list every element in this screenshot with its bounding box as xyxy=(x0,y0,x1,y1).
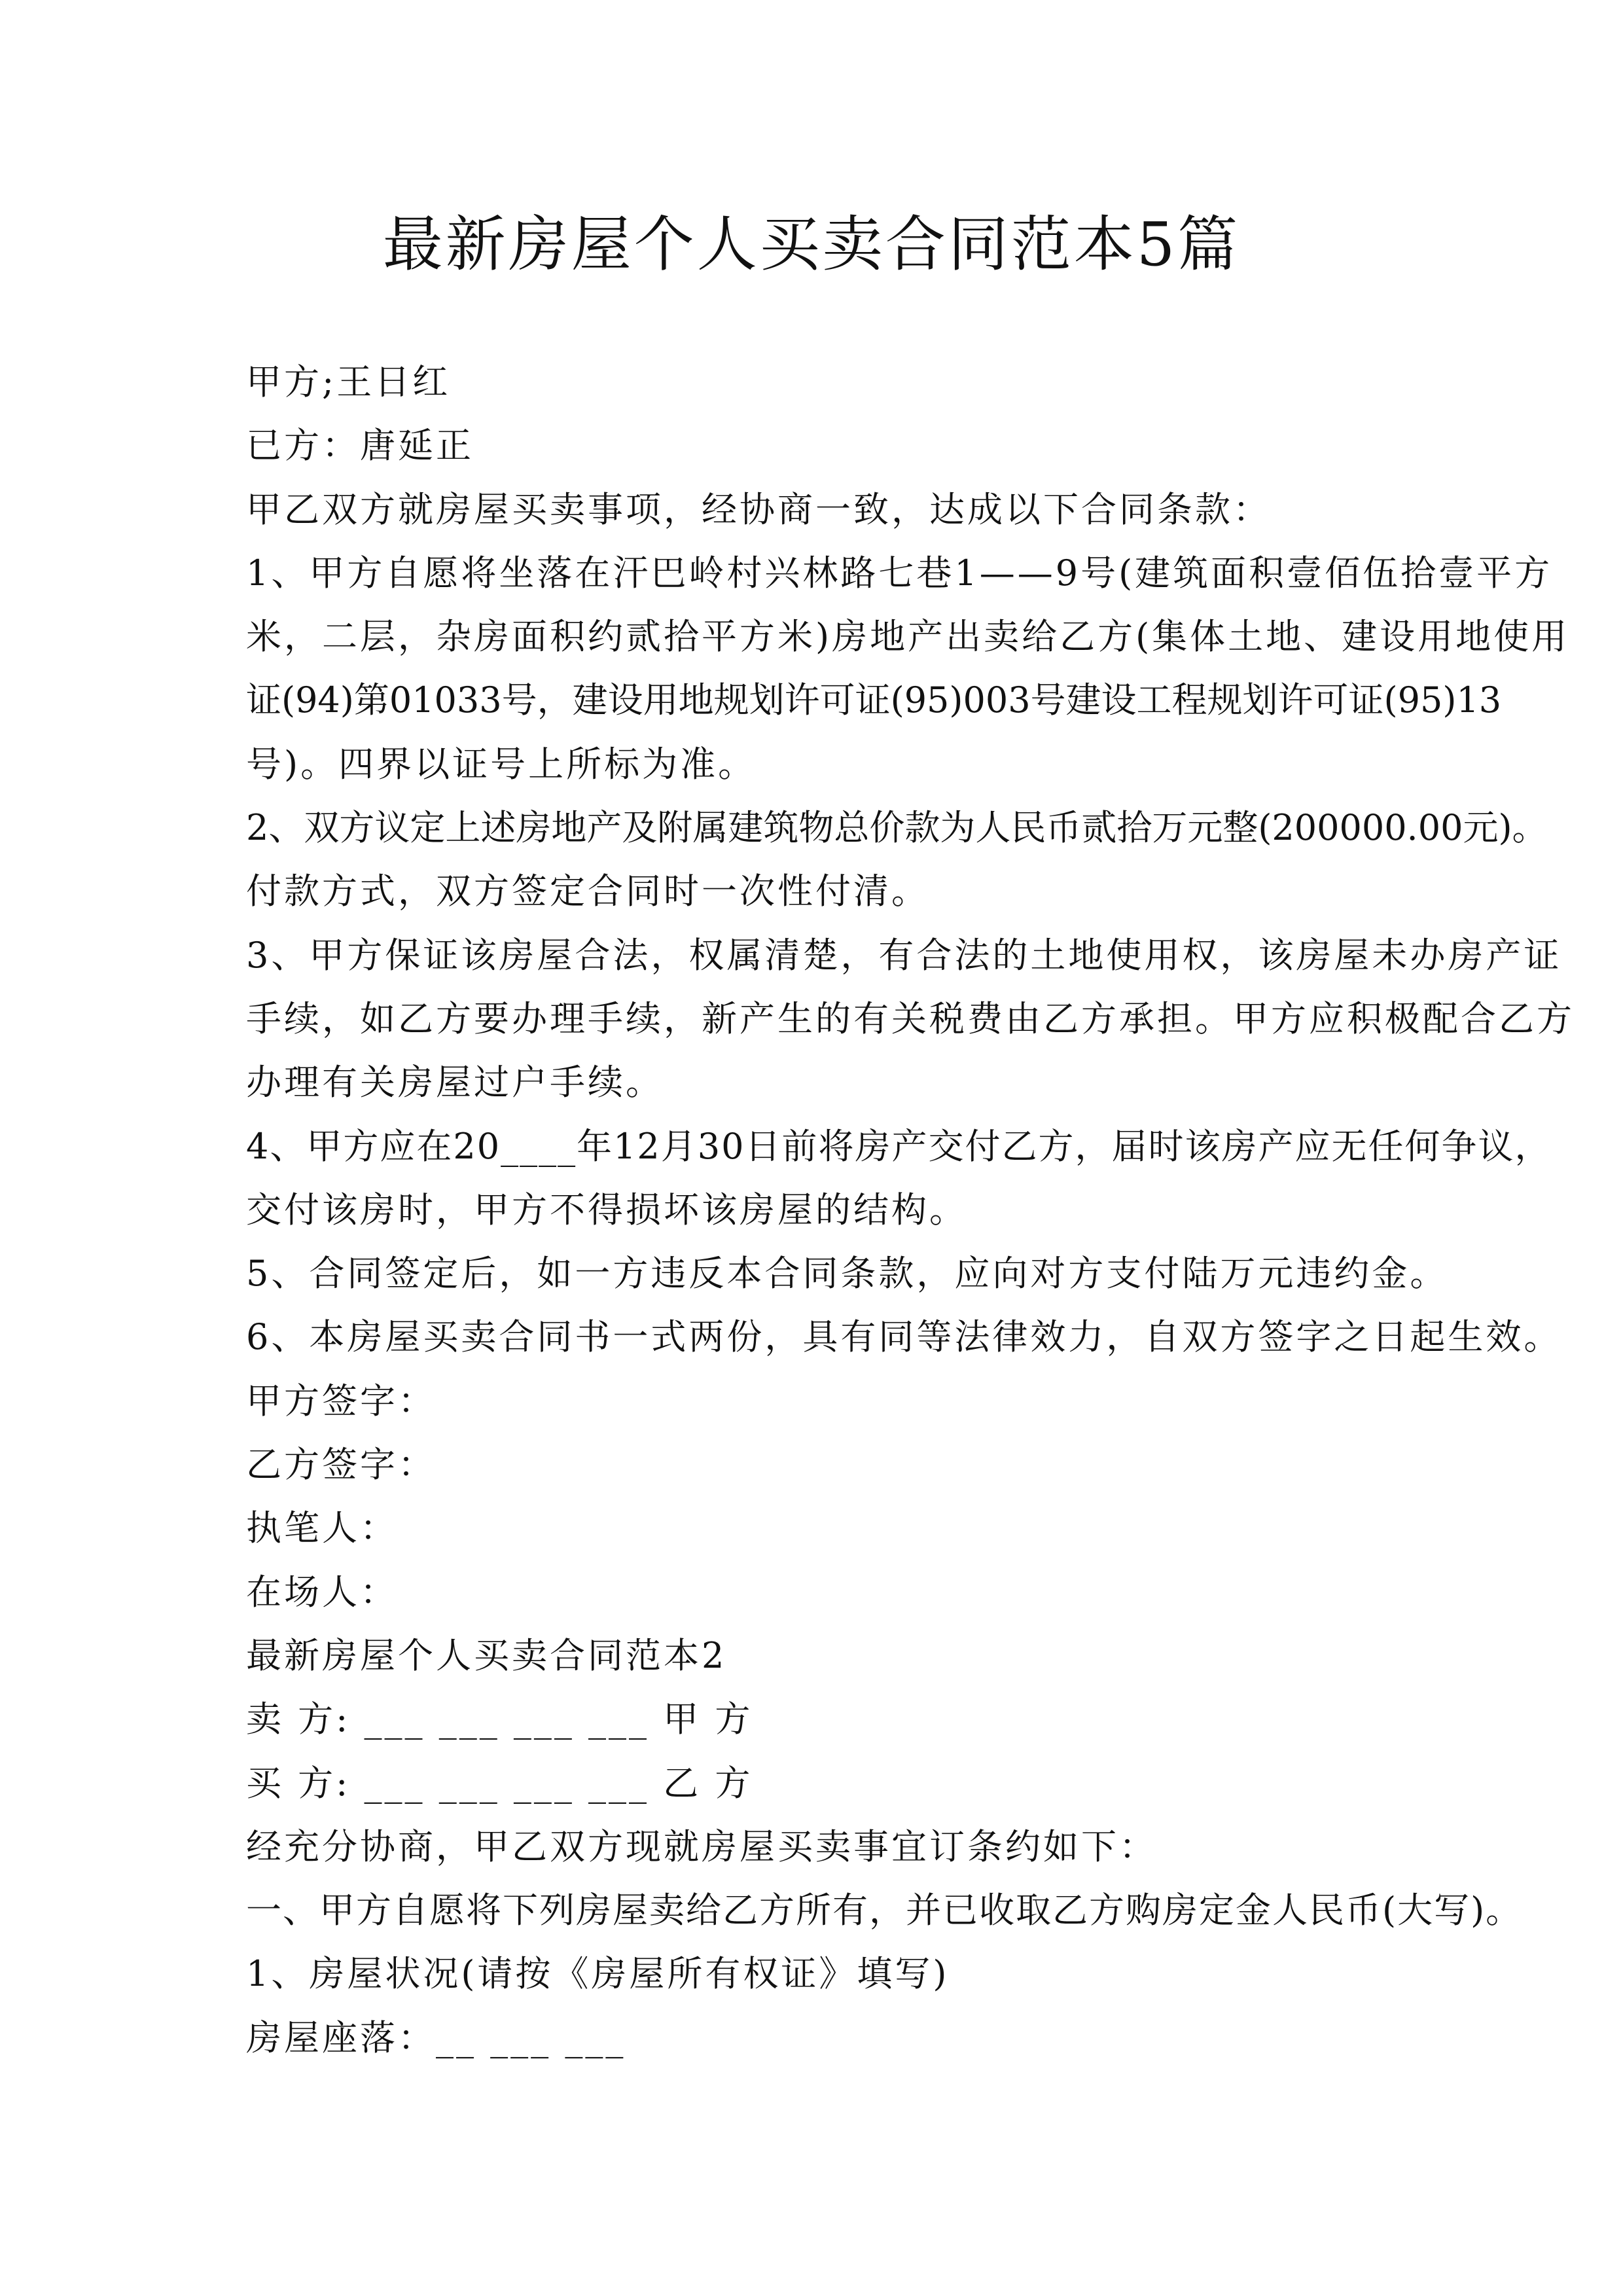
clause-4-line: 4、甲方应在20____年12月30日前将房产交付乙方，届时该房产应无任何争议， xyxy=(246,1125,1552,1167)
seller-line: 卖 方: ___ ___ ___ ___ 甲 方 xyxy=(246,1698,753,1740)
witness-line: 在场人： xyxy=(246,1571,398,1613)
house-location-line: 房屋座落：__ ___ ___ xyxy=(246,2017,626,2058)
buyer-line: 买 方: ___ ___ ___ ___ 乙 方 xyxy=(246,1762,753,1804)
clause-3-line: 办理有关房屋过户手续。 xyxy=(246,1062,664,1103)
clause-3-line: 3、甲方保证该房屋合法，权属清楚，有合法的土地使用权，该房屋未办房产证 xyxy=(246,934,1562,976)
clause-1-line: 号)。四界以证号上所标为准。 xyxy=(246,743,757,785)
writer-line: 执笔人： xyxy=(246,1507,398,1549)
party-a-line: 甲方;王日红 xyxy=(246,361,451,403)
clause-5-line: 5、合同签定后，如一方违反本合同条款，应向对方支付陆万元违约金。 xyxy=(246,1253,1448,1295)
document-body xyxy=(246,350,1594,2070)
section-2-intro: 经充分协商，甲乙双方现就房屋买卖事宜订条约如下： xyxy=(246,1825,1157,1867)
clause-1-line: 1、甲方自愿将坐落在汗巴岭村兴林路七巷1——9号(建筑面积壹佰伍拾壹平方 xyxy=(246,552,1553,594)
section-2-heading: 最新房屋个人买卖合同范本2 xyxy=(246,1634,727,1676)
signature-party-b: 乙方签字： xyxy=(246,1444,436,1486)
clause-4-line: 交付该房时，甲方不得损坏该房屋的结构。 xyxy=(246,1189,967,1230)
clause-2-line: 付款方式，双方签定合同时一次性付清。 xyxy=(246,870,929,912)
clause-6-line: 6、本房屋买卖合同书一式两份，具有同等法律效力，自双方签字之日起生效。 xyxy=(246,1316,1562,1358)
intro-paragraph: 甲乙双方就房屋买卖事项，经协商一致，达成以下合同条款： xyxy=(246,488,1271,530)
clause-1-line: 米，二层，杂房面积约贰拾平方米)房地产出卖给乙方(集体土地、建设用地使用 xyxy=(246,616,1570,658)
section-2-clause-1: 一、甲方自愿将下列房屋卖给乙方所有，并已收取乙方购房定金人民币(大写)。 xyxy=(246,1890,1523,1931)
party-b-line: 已方：唐延正 xyxy=(246,425,474,467)
house-status-line: 1、房屋状况(请按《房屋所有权证》填写) xyxy=(246,1953,950,1995)
clause-1-line: 证(94)第01033号，建设用地规划许可证(95)003号建设工程规划许可证(95)13 xyxy=(246,679,1502,721)
document-title: 最新房屋个人买卖合同范本5篇 xyxy=(382,209,1241,279)
clause-2-line: 2、双方议定上述房地产及附属建筑物总价款为人民币贰拾万元整(200000.00元)。 xyxy=(246,807,1548,849)
clause-3-line: 手续，如乙方要办理手续，新产生的有关税费由乙方承担。甲方应积极配合乙方 xyxy=(246,997,1575,1039)
signature-party-a: 甲方签字： xyxy=(246,1380,436,1422)
